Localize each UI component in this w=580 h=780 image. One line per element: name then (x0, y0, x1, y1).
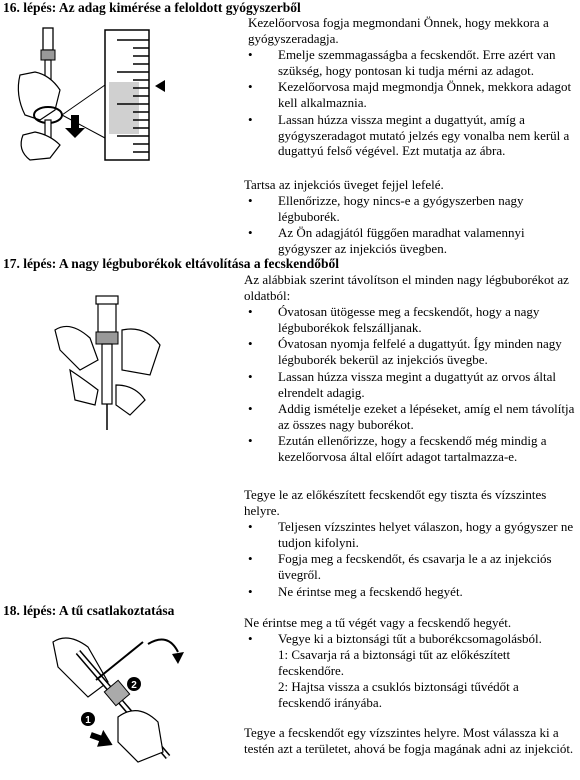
step17-heading: 17. lépés: A nagy légbuborékok eltávolítása a fecskendőből (3, 256, 340, 271)
step17-para2: Tegye le az előkészített fecskendőt egy tiszta és vízszintes helyre. (244, 487, 547, 518)
step16-para2: Tartsa az injekciós üveget fejjel lefelé. (244, 177, 444, 192)
step18-heading: 18. lépés: A tű csatlakoztatása (3, 603, 175, 618)
step18-para2: Tegye a fecskendőt egy vízszintes helyre. Most válassza ki a testén azt a területet, ahová be fogja magának adni az injekciót. (244, 725, 574, 756)
step18-intro: Ne érintse meg a tű végét vagy a fecskendő hegyét. (244, 615, 512, 630)
step18-sub-1: 1: Csavarja rá a biztonsági tűt az előkészített fecskendőre. (278, 647, 511, 678)
step17-illustration (50, 290, 180, 440)
step18-badge-2: 2 (131, 680, 137, 691)
step16-intro: Kezelőorvosa fogja megmondani Önnek, hogy mekkora a gyógyszeradagja. (248, 15, 549, 46)
step16-illustration (5, 20, 237, 165)
step18-badge-1: 1 (85, 715, 91, 726)
step16-heading: 16. lépés: Az adag kimérése a feloldott gyógyszerből (3, 0, 301, 15)
step18-illustration (48, 622, 223, 772)
step18-sub-2: 2: Hajtsa vissza a csuklós biztonsági tűvédőt a fecskendő irányába. (278, 679, 519, 710)
step17-intro: Az alábbiak szerint távolítson el minden nagy légbuborékot az oldatból: (244, 272, 569, 303)
